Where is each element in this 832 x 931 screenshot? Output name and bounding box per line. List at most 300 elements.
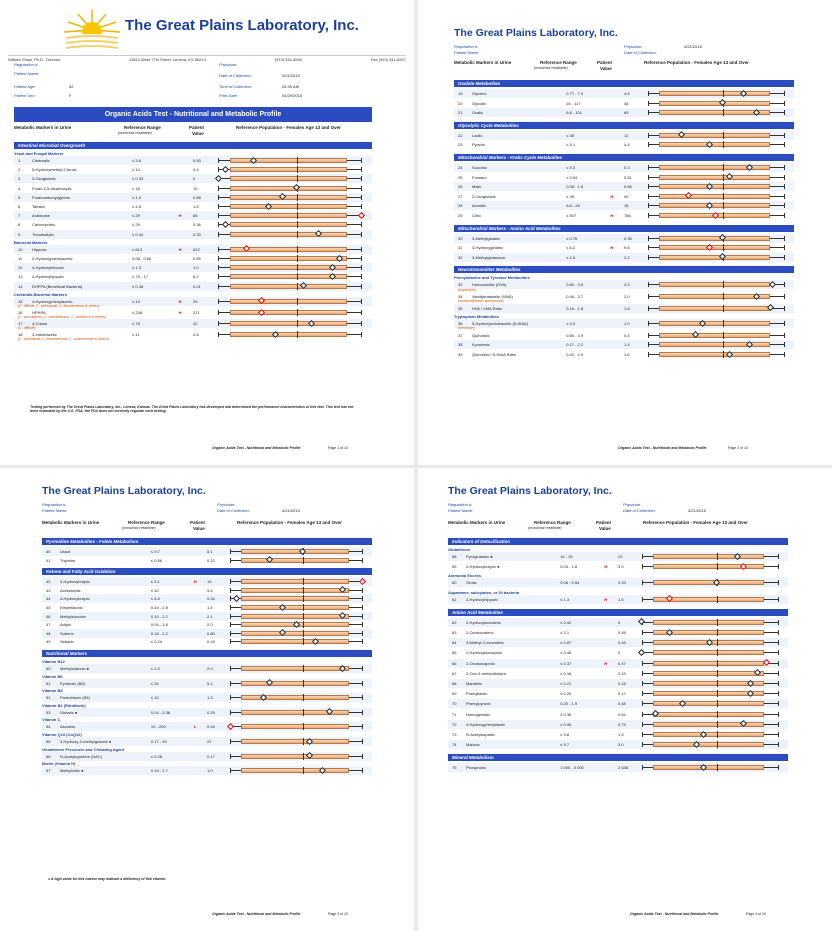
marker-name: Quinolinic / 5-HIAA Ratio [472, 352, 517, 357]
range-cap-left [648, 342, 649, 347]
range-cap-right [784, 294, 785, 299]
range-cap-left [648, 333, 649, 338]
reference-range: ≤ 35 [566, 193, 574, 199]
range-cap-right [784, 282, 785, 287]
range-box [230, 213, 347, 218]
marker-subtext: (C. difficile) [18, 325, 36, 330]
marker-number: 42 [46, 579, 51, 585]
collection-date: 4/21/2015 [688, 508, 706, 513]
range-box [230, 332, 347, 337]
range-cap-right [784, 306, 785, 311]
marker-name: Lactic [472, 132, 483, 138]
marker-name: 3-Methylglutaconic [472, 254, 506, 260]
median-tick [297, 194, 298, 201]
marker-name: 4-Hydroxyphenyllactic [466, 721, 506, 727]
median-tick [723, 109, 724, 116]
median-tick [297, 212, 298, 219]
page-number: Page 2 of 10 [728, 446, 748, 450]
reference-range: ≤ 11 [132, 332, 140, 338]
page-number: Page 1 of 10 [328, 446, 348, 450]
range-cap-right [784, 184, 785, 189]
marker-number: 63 [452, 630, 457, 635]
col-patient-value: Value [600, 66, 612, 71]
patient-value: 0.47 [618, 660, 626, 666]
range-cap-left [648, 213, 649, 218]
range-cap-left [218, 186, 219, 191]
marker-name: Quinolinic [472, 332, 490, 338]
median-tick [717, 670, 718, 677]
range-box [241, 614, 349, 619]
median-tick [297, 175, 298, 182]
marker-number: 16 [18, 310, 23, 315]
range-box [230, 222, 347, 227]
marker-row [448, 699, 788, 708]
reference-range: ≤ 16 [132, 185, 140, 191]
marker-number: 7 [18, 213, 21, 219]
range-box [659, 342, 771, 347]
report-page-2 [418, 0, 832, 465]
range-cap-left [642, 712, 643, 717]
range-cap-right [362, 558, 363, 563]
patient-value: 0.29 [207, 709, 215, 715]
marker-number: 15 [18, 298, 23, 304]
patient-age-label: Patient Age: [14, 84, 36, 89]
marker-row [454, 192, 794, 201]
marker-number: 71 [452, 711, 457, 717]
physician-label: Physician: [219, 62, 238, 67]
marker-row [454, 234, 794, 243]
marker-row [14, 319, 372, 328]
marker-number: 67 [452, 670, 457, 676]
reference-range: ≤ 0.20 [560, 691, 572, 697]
marker-number: 75 [452, 765, 457, 771]
group-label: Vitamin C [42, 717, 61, 723]
range-cap-left [230, 754, 231, 759]
marker-number: 73 [452, 732, 457, 737]
reference-range: 0.19 - 2.7 [150, 768, 168, 774]
marker-number: 34 [458, 294, 463, 299]
range-cap-left [218, 274, 219, 279]
range-box [241, 724, 349, 729]
marker-number: 4 [18, 185, 21, 191]
reference-range: 0.16 - 1.8 [566, 305, 584, 311]
marker-name: Homogentisic [466, 711, 491, 717]
range-cap-left [642, 691, 643, 696]
marker-name: 2-Oxoisovaleric [466, 630, 494, 635]
range-cap-left [642, 722, 643, 727]
range-box [230, 167, 347, 172]
reference-range: ≤ 0.95 [560, 721, 572, 727]
median-tick [297, 309, 298, 316]
range-cap-left [648, 184, 649, 189]
reference-range: 0.44 - 2.8 [150, 605, 168, 610]
patient-value: 88 [193, 213, 198, 219]
patient-value: 0.88 [193, 194, 201, 200]
marker-number: 45 [46, 605, 51, 610]
marker-name: 3-Hydroxyglutaric [472, 245, 504, 251]
patient-value: 0.04 [618, 711, 626, 717]
reference-range: ≤ 19 [132, 298, 140, 304]
patient-value: 0 [618, 619, 621, 625]
marker-number: 43 [46, 587, 51, 593]
range-cap-left [648, 175, 649, 180]
col-patient: Patient [190, 520, 206, 525]
range-cap-left [642, 681, 643, 686]
column-headers [448, 520, 788, 534]
range-box [241, 739, 349, 744]
group-label: Tryptophan Metabolites [454, 314, 499, 320]
marker-number: 39 [458, 352, 463, 357]
patient-value: 5.1 [207, 680, 213, 686]
median-tick [717, 619, 718, 626]
reference-range: ≤ 0.36 [560, 711, 572, 717]
patient-value: 622 [193, 246, 200, 252]
range-cap-left [642, 597, 643, 602]
marker-name: 5-Hydroxymethyl-2-furoic [32, 167, 77, 173]
marker-row [14, 184, 372, 193]
flag-indicator: H [610, 245, 614, 251]
marker-name: Tricarballylic [32, 231, 55, 237]
range-box [241, 596, 349, 601]
range-cap-right [361, 167, 362, 172]
median-tick [717, 690, 718, 697]
patient-value: 9.6 [624, 245, 630, 251]
page-number: Page 3 of 10 [328, 912, 348, 916]
median-tick [723, 341, 724, 348]
range-box [230, 186, 347, 191]
patient-value: 4.6 [624, 91, 630, 96]
range-cap-right [784, 236, 785, 241]
marker-row [454, 99, 794, 108]
reference-range: ≤ 507 [566, 213, 577, 218]
marker-row [42, 737, 372, 746]
reference-range: 0.80 - 3.6 [566, 282, 584, 288]
marker-number: 26 [458, 184, 463, 190]
col-patient-value: Value [599, 526, 611, 531]
report-title-banner: Organic Acids Test - Nutritional and Metabolic Profile [14, 107, 372, 122]
col-range-unit: (mmol/mol creatinine) [534, 66, 568, 70]
range-cap-right [362, 596, 363, 601]
range-cap-right [784, 245, 785, 250]
range-cap-right [362, 639, 363, 644]
range-cap-right [784, 142, 785, 147]
lab-name: The Great Plains Laboratory, Inc. [448, 485, 612, 497]
range-cap-right [361, 186, 362, 191]
marker-number: 21 [458, 110, 463, 116]
reference-range: ≤ 0.76 [566, 235, 578, 241]
range-cap-left [648, 321, 649, 326]
median-tick [723, 212, 724, 219]
marker-row [42, 722, 372, 731]
range-box [653, 620, 765, 625]
patient-value: 0.15 [618, 670, 626, 676]
median-tick [303, 638, 304, 645]
flag-indicator: H [610, 213, 614, 218]
marker-row [454, 340, 794, 349]
median-tick [303, 621, 304, 628]
marker-name: Glyceric [472, 91, 487, 96]
column-headers [42, 520, 382, 534]
range-cap-right [362, 622, 363, 627]
footer-title: Organic Acids Test - Nutritional and Metabolic Profile [618, 446, 707, 450]
range-cap-left [218, 332, 219, 337]
col-marker: Metabolic Markers in Urine [42, 520, 100, 525]
range-box [241, 549, 349, 554]
range-cap-left [642, 661, 643, 666]
marker-subtext: (dopamine) [458, 287, 476, 292]
collection-date-label: Date of Collection: [217, 508, 250, 513]
section-header: Glycolytic Cycle Metabolites [454, 122, 794, 129]
col-patient: Patient [596, 520, 612, 525]
range-cap-left [218, 232, 219, 237]
marker-row [14, 174, 372, 183]
physician-label: Physician: [217, 502, 236, 507]
marker-number: 54 [46, 724, 51, 730]
marker-row [42, 766, 372, 775]
range-cap-left [648, 282, 649, 287]
col-range-unit: (mmol/mol creatinine) [118, 131, 152, 135]
requisition-label: Requisition #: [14, 62, 39, 67]
marker-number: 24 [458, 165, 463, 170]
range-cap-left [218, 265, 219, 270]
vitamin-note: ● A high value for this marker may indicate a deficiency of this vitamin. [48, 877, 166, 881]
reference-range: 0.17 - 2.2 [566, 342, 584, 348]
marker-subtext: (C. difficile, C. stricklandii, C. lituseburense & others) [18, 303, 100, 308]
patient-value: 2.0 [207, 622, 213, 628]
median-tick [303, 694, 304, 701]
range-cap-left [230, 666, 231, 671]
median-tick [297, 283, 298, 290]
marker-number: 22 [458, 132, 463, 138]
patient-value: 42 [193, 321, 198, 327]
range-cap-right [778, 722, 779, 727]
patient-value: 1.5 [618, 732, 624, 737]
reference-range: ≤ 4.8 [150, 596, 160, 602]
patient-value: 9.5 [207, 587, 213, 593]
range-cap-left [218, 299, 219, 304]
patient-marker-diamond [233, 595, 240, 602]
marker-row [448, 578, 788, 587]
marker-row [14, 211, 372, 220]
reference-range: 10 - 33 [560, 554, 573, 559]
col-population: Reference Population - Females Age 13 and Over [236, 125, 341, 130]
flag-indicator: H [178, 298, 182, 304]
patient-info [42, 502, 382, 516]
marker-number: 64 [452, 640, 457, 646]
marker-row [448, 710, 788, 719]
marker-name: 4-Cresol [32, 321, 48, 327]
range-box [653, 661, 765, 666]
group-label: Phenylalanine and Tyrosine Metabolites [454, 275, 530, 281]
reference-range: ≤ 1.9 [132, 194, 141, 200]
reference-range: ≤ 3.1 [150, 579, 160, 585]
median-tick [723, 164, 724, 171]
reference-range: 0.04 - 3.8 [150, 622, 168, 628]
marker-number: 32 [458, 254, 463, 260]
range-cap-right [778, 742, 779, 747]
median-tick [717, 660, 718, 667]
patient-value: 6.2 [193, 274, 199, 280]
patient-value: 23 [618, 554, 623, 559]
flag-indicator: H [604, 596, 608, 602]
range-cap-right [362, 724, 363, 729]
range-cap-right [778, 661, 779, 666]
range-cap-left [648, 101, 649, 106]
marker-subtext: (C. stricklandii, C. lituseburense, C. subterminale & others) [18, 337, 109, 342]
range-cap-left [642, 701, 643, 706]
flag-indicator: H [178, 246, 182, 252]
reference-range: ≤ 1.3 [560, 596, 570, 602]
range-cap-left [218, 204, 219, 209]
col-marker: Metabolic Markers in Urine [448, 520, 506, 525]
range-cap-right [778, 732, 779, 737]
lab-address: 11813 West 77th Street, Lenexa, KS 66214 [129, 57, 206, 62]
range-cap-right [361, 274, 362, 279]
marker-row [448, 720, 788, 729]
range-cap-right [784, 213, 785, 218]
marker-number: 11 [18, 256, 23, 261]
patient-marker-diamond [222, 221, 229, 228]
range-box [230, 204, 347, 209]
median-tick [723, 305, 724, 312]
patient-value: 2.8 [193, 332, 199, 338]
marker-row [454, 253, 794, 262]
reference-range: ≤ 9.7 [560, 742, 570, 748]
patient-value: 19 [207, 579, 212, 585]
marker-row [448, 595, 788, 604]
range-box [659, 255, 771, 260]
median-tick [297, 166, 298, 173]
range-cap-right [784, 342, 785, 347]
range-cap-left [642, 732, 643, 737]
range-box [230, 232, 347, 237]
col-range: Reference Range [124, 125, 161, 130]
median-tick [717, 639, 718, 646]
marker-row [14, 165, 372, 174]
marker-number: 31 [458, 245, 463, 251]
marker-number: 27 [458, 193, 463, 199]
reference-range: 0.06 - 0.54 [560, 580, 580, 586]
range-cap-right [784, 110, 785, 115]
col-patient-value: Value [193, 526, 205, 531]
patient-age: 52 [69, 84, 74, 89]
reference-range: 0.06 - 0.66 [132, 256, 152, 261]
patient-value: 0.65 [624, 184, 632, 190]
marker-name: 2-Oxoisocaproic [466, 660, 495, 666]
patient-value: 0.4 [193, 167, 199, 173]
median-tick [297, 157, 298, 164]
marker-number: 9 [18, 231, 21, 237]
marker-name: Vanillylmandelic (VMA) [472, 294, 513, 299]
reference-range: 0.18 - 2.2 [150, 630, 168, 636]
range-cap-right [784, 255, 785, 260]
flag-indicator: H [178, 310, 182, 315]
reference-range: ≤ 14 [132, 167, 140, 173]
marker-number: 33 [458, 282, 463, 288]
reference-range: 0.79 - 17 [132, 274, 148, 280]
patient-value: 2.0 [207, 666, 213, 671]
marker-name: 2-Hydroxyisocaproic [466, 650, 503, 656]
range-cap-left [218, 310, 219, 315]
reference-range: 0.03 - 1.8 [560, 564, 578, 570]
flag-indicator: H [604, 564, 608, 570]
median-tick [717, 649, 718, 656]
range-cap-left [648, 352, 649, 357]
reference-range: ≤ 0.46 [560, 650, 572, 656]
print-date: 04/29/2015 [282, 93, 303, 98]
patient-value: 0.55 [193, 256, 201, 261]
group-label: Glutathione Precursor and Chelating Agent [42, 746, 125, 752]
marker-row [454, 304, 794, 313]
range-box [653, 580, 765, 585]
patient-value: 0.44 [207, 724, 215, 730]
reference-range: ≤ 0.21 [560, 681, 572, 686]
range-cap-left [648, 245, 649, 250]
patient-value: 3.3 [624, 282, 630, 288]
marker-name: Methylmalonic ● [60, 666, 90, 671]
reference-range: 16 - 117 [566, 100, 581, 106]
reference-range: 0.77 - 7.0 [566, 91, 584, 96]
range-box [230, 310, 347, 315]
lab-fax: Fax (913) 341-6207 [370, 57, 406, 62]
range-cap-right [778, 640, 779, 645]
range-box [659, 203, 771, 208]
reference-range: 0.20 - 1.9 [560, 701, 578, 707]
marker-name: Glutaric ● [60, 709, 78, 715]
range-box [241, 588, 349, 593]
reference-range: ≤ 0.38 [132, 283, 144, 289]
requisition-label: Requisition #: [42, 502, 67, 507]
marker-row [14, 263, 372, 272]
marker-name: 2-Hydroxybutyric ● [466, 564, 500, 570]
patient-value: 10 [193, 185, 198, 191]
footer-title: Organic Acids Test - Nutritional and Metabolic Profile [212, 446, 301, 450]
marker-number: 14 [18, 283, 23, 289]
patient-value: 1.6 [624, 352, 630, 357]
marker-number: 52 [46, 695, 51, 701]
range-cap-right [362, 739, 363, 744]
range-box [653, 712, 765, 717]
range-cap-right [361, 299, 362, 304]
marker-row [454, 350, 794, 359]
reference-range: 1 000 - 5 000 [560, 765, 584, 771]
median-tick [717, 711, 718, 718]
patient-info [14, 62, 384, 102]
patient-value: 2.2 [624, 254, 630, 260]
median-tick [717, 721, 718, 728]
range-cap-right [784, 91, 785, 96]
range-box [241, 558, 349, 563]
collection-time: 04:30 AM [282, 84, 299, 89]
range-box [230, 321, 347, 326]
patient-value: 1.5 [618, 596, 624, 602]
marker-number: 38 [458, 342, 463, 348]
median-tick [723, 132, 724, 139]
col-marker: Metabolic Markers in Urine [454, 60, 512, 65]
patient-value: 1.4 [624, 342, 630, 348]
range-cap-left [648, 110, 649, 115]
range-box [659, 133, 771, 138]
median-tick [303, 613, 304, 620]
median-tick [717, 553, 718, 560]
median-tick [723, 244, 724, 251]
marker-row [448, 679, 788, 688]
range-box [230, 256, 347, 261]
range-box [659, 245, 771, 250]
reference-range: ≤ 0.16 [560, 670, 572, 676]
median-tick [297, 331, 298, 338]
range-box [659, 306, 771, 311]
